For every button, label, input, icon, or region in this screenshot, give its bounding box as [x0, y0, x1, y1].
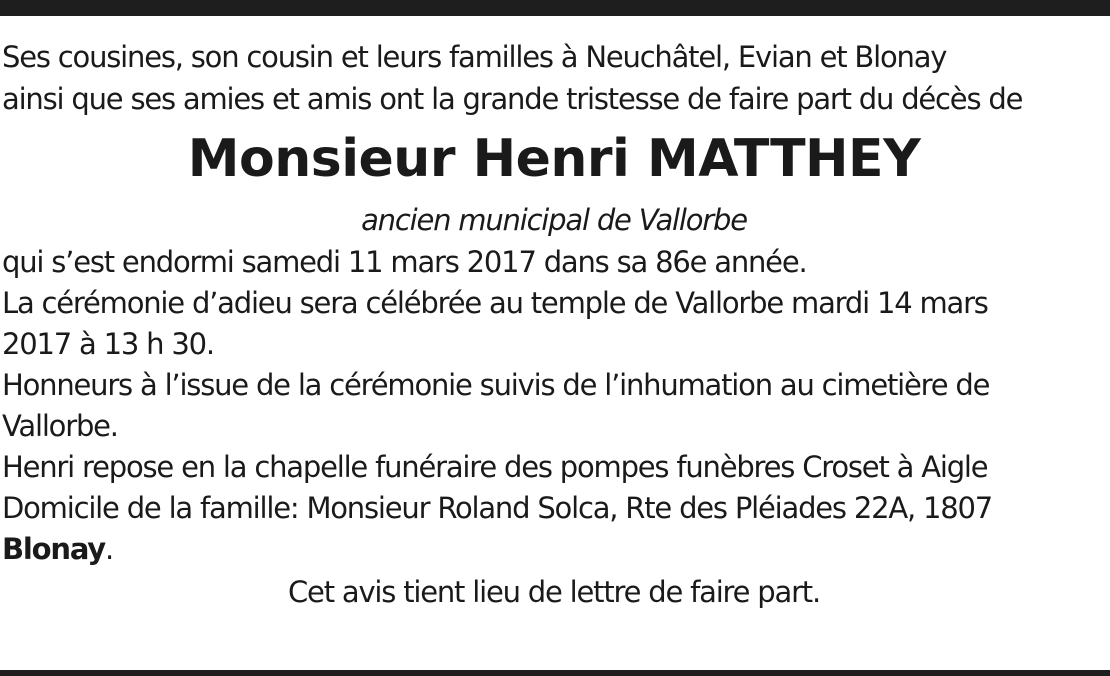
intro-line-1: Ses cousines, son cousin et leurs familles à Neuchâtel, Evian et Blonay	[2, 40, 947, 74]
body-line-ceremony-date: 2017 à 13 h 30.	[2, 327, 214, 361]
closing-line: Cet avis tient lieu de lettre de faire part.	[288, 575, 820, 609]
notice-body	[2, 242, 1106, 570]
top-border-rule	[0, 0, 1110, 16]
deceased-title: ancien municipal de Vallorbe	[361, 203, 747, 237]
obituary-notice	[2, 36, 1106, 614]
bottom-border-rule	[0, 670, 1110, 676]
body-line-honours-place: Vallorbe.	[2, 409, 118, 443]
city-punctuation: .	[105, 532, 114, 566]
deceased-name: Monsieur Henri MATTHEY	[187, 129, 921, 189]
body-line-domicile: Domicile de la famille: Monsieur Roland Solca, Rte des Pléiades 22A, 1807	[2, 491, 993, 525]
body-line-honours: Honneurs à l’issue de la cérémonie suivis de l’inhumation au cimetière de	[2, 368, 990, 402]
body-line-chapel: Henri repose en la chapelle funéraire des pompes funèbres Croset à Aigle	[2, 450, 988, 484]
body-line-city	[2, 529, 1106, 570]
body-line-ceremony: La cérémonie d’adieu sera célébrée au temple de Vallorbe mardi 14 mars	[2, 286, 988, 320]
body-line-passing: qui s’est endormi samedi 11 mars 2017 dans sa 86e année.	[2, 245, 807, 279]
city-name: Blonay	[2, 532, 105, 566]
intro-line-2: ainsi que ses amies et amis ont la grande tristesse de faire part du décès de	[2, 82, 1023, 116]
